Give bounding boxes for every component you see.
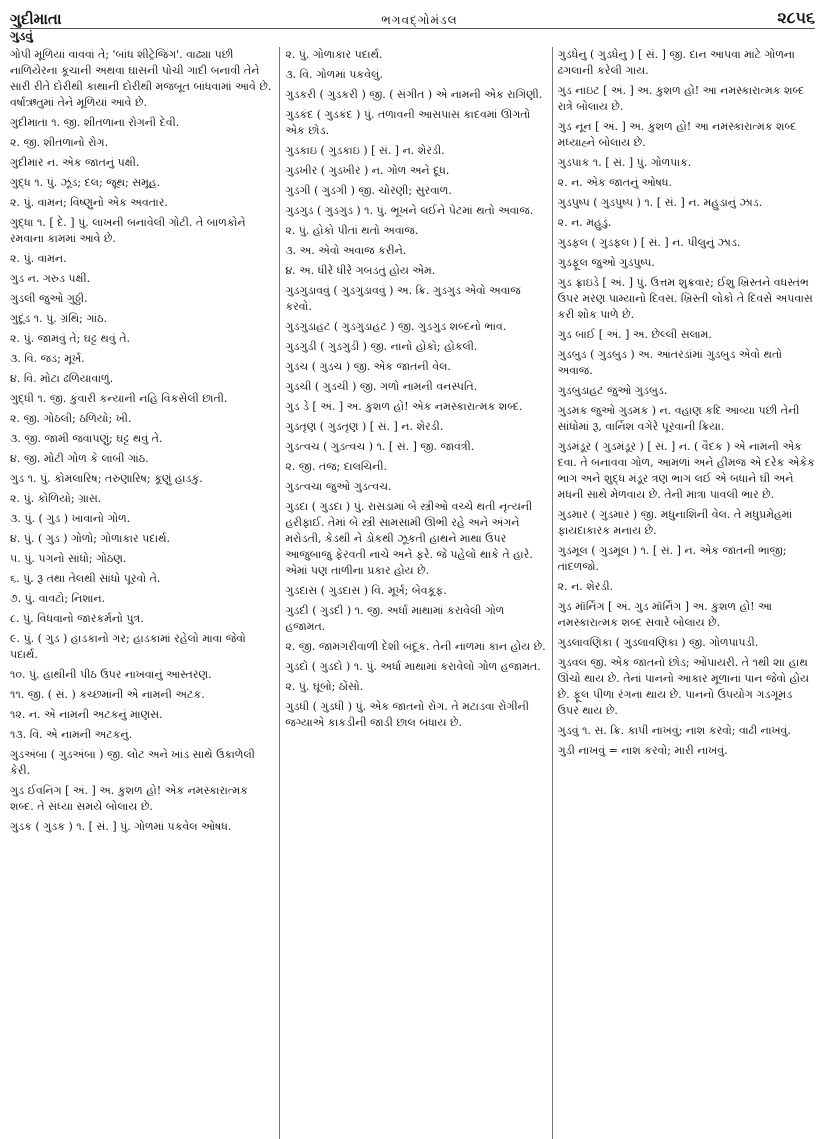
dictionary-entry: ગુદીમાતા ૧. જી. શીતળાના રોગની દેવી. [10,116,180,129]
dictionary-entry: ગુડકરી ( ગુડકરી ) જી. ( સંગીત ) એ નામની એક રાગિણી. [285,88,543,101]
dictionary-entry: ૨. ન. મહુડું. [557,216,612,229]
dictionary-entry: ૩. જી. જામી જવાપણું; ઘટ્ટ થવું તે. [10,432,163,445]
dictionary-entry: ગુડતૃણ ( ગુડતૃણ ) [ સં. ] ન. શેરડી. [285,420,444,433]
dictionary-entry: ૪. અ. ધીરે ધીરે ગબડતું હોય એમ. [285,264,436,277]
dictionary-entry: ગુડવલ જી. એક જાતનો છોડ; ઓંપાયરી. તે ૧થી ૨॥ હાથ ઊંચો થાય છે. તેનાં પાનનો આકાર મૂળાનાં પાન જેવો હોય છે. ફૂલ પીળા રંગના થાય છે. પાનનો ઉપયોગ ગડગૂમડ ઉપર થાય છે. [557,656,810,717]
dictionary-entry: ગુડબુડાહટ જુઓ ગુડબુડ. [557,384,668,397]
dictionary-entry: ૩. અ. એવો અવાજ કરીને. [285,244,407,257]
dictionary-entry: ૮. પું. વિધવાનો જારકર્મનો પુત્ર. [10,612,144,625]
dictionary-entry: ગુડગુડાવવું ( ગુડગુડાવવું ) અ. ક્રિ. ગુડગુડ એવો અવાજ કરવો. [285,284,521,313]
dictionary-entry: ગુડફલ ( ગુડફલ ) [ સં. ] ન. પીલુનું ઝાડ. [557,236,741,249]
dictionary-entry: ગુદીમાર ન. એક જાતનું પક્ષી. [10,156,140,169]
dictionary-entry: ગુડદો ( ગુડદો ) ૧. પું. અર્ધા માથામાં કરાવેલો ગોળ હજામત. [285,660,541,673]
dictionary-entry: ગુડચ ( ગુડચ ) જી. એક જાતની વેલ. [285,360,451,373]
dictionary-entry: ૭. પું. વાવટો; નિશાન. [10,592,106,605]
dictionary-entry: ૧૦. પું. હાથીની પીઠ ઉપર નાખવાનું આસ્તરણ. [10,668,212,681]
dictionary-entry: ૬. પું. રૂ તથા તેલથી સાંધો પૂરવો તે. [10,572,161,585]
dictionary-entry: ગુડ નાઇટ [ અં. ] અ. કુશળ હો! આ નમસ્કારાત્મક શબ્દ રાત્રે બોલાય છે. [557,84,805,113]
dictionary-entry: ગુડ ન. ગરુડ પક્ષી. [10,272,91,285]
dictionary-entry: ગુડ ઈવનિંગ [ અં. ] અ. કુશળ હો! એક નમસ્કારાત્મક શબ્દ. તે સંધ્યા સમયે બોલાય છે. [10,784,248,813]
dictionary-entry: ૪. પું. ( ગુડ ) ગોળો; ગોળાકાર પદાર્થ. [10,532,171,545]
dictionary-entry: ગુડમંડૂર ( ગુડમંડૂર ) [ સં. ] ન. ( વૈદક ) એ નામની એક દવા. તે બનાવવા ગોળ, આમળાં અને હીમજ એ દરેક એકેક ભાગ અને શુદ્ધ મંડૂર ત્રણ ભાગ લઈ એ બધાને ઘી અને મધની સાથે મેળવાય છે. તેની માત્રા પાવલી ભાર છે. [557,440,815,501]
dictionary-entry: ૩. વિ. ગોળમાં પકવેલું. [285,68,383,81]
dictionary-entry: ૨. પું. વામન. [10,252,67,265]
dictionary-entry: ૩. વિ. જડ; મૂર્ખ. [10,352,85,365]
dictionary-entry: ગુડફૂલ જુઓ ગુડપુષ્પ. [557,256,655,269]
dictionary-entry: ગુડધેનુ ( ગુડધેનુ ) [ સં. ] જી. દાન આપવા માટે ગોળના ઢગલાની કરેલી ગાય. [557,48,795,77]
dictionary-entry: ગુદ્ધ ૧. પું. ઝૂંડ; દલ; જૂથ; સમૂહ. [10,176,161,189]
dictionary-entry: ગુડચી ( ગુડચી ) જી. ગળો નામની વનસ્પતિ. [285,380,478,393]
dictionary-entry: ગુડદા ( ગુડદા ) પું. રાસડામાં બે સ્ત્રીઓ વચ્ચે થતી નૃત્યની હરીફાઈ. તેમાં બે સ્ત્રી સામસામી ઊભી રહે અને અંગને મરોડતી, કેડથી ને ડોકથી ઝૂકતી હાથને માથા ઉપર આજુબાજુ ફેરવતી નાચે અને ફરે. જે પહેલો થાકે તે હારે. એમાં પણ તાળીના પ્રકાર હોય છે. [285,500,533,577]
dictionary-entry: ગુડક ( ગુડક ) ૧. [ સં. ] પું. ગોળમાં પકવેલ ઓષધ. [10,820,232,833]
dictionary-entry: ગુડગુડાહટ ( ગુડગુડાહટ ) જી. ગુડગુડ શબ્દનો ભાવ. [285,320,507,333]
dictionary-entry: ૪. વિ. મોટા ઢળિયાવાળું. [10,372,114,385]
page-number: ૨૮૫૬ [777,8,815,27]
dictionary-entry: ગોપી મૂળિયાં વાવવાં તે; 'બાંધ શીટ્રેજિંગ'. વાઢ્યા પછી નાળિયેરના કૂચાની અથવા ઘાસની પોચી ગાદી બનાવી તેને સારી રીતે દોરીથી કાથાની દોરીથી મજબૂત બાંધવામાં આવે છે. વર્ષાઋતુમાં તેને મૂળિયાં આવે છે. [10,48,272,109]
dictionary-entry: ગુડબુડ ( ગુડબુડ ) અ. આંતરડાંમાં ગુડબુડ એવો થતો અવાજ. [557,348,782,377]
dictionary-entry: ૨. જી. જામગરીવાળી દેશી બંદૂક. તેની નાળમાં કાન હોય છે. [285,640,546,653]
dictionary-entry: ગુડમૂલ ( ગુડમૂલ ) ૧. [ સં. ] ન. એક જાતની ભાજી; તાંદળજો. [557,544,787,573]
dictionary-entry: ૧૩. વિ. એ નામની અટકનું. [10,728,133,741]
dictionary-entry: ગુડત્વચ ( ગુડત્વચ ) ૧. [ સં. ] જી. જાવંત્રી. [285,440,475,453]
dictionary-entry: ગુડ ફ્રાઇડે [ અં. ] પું. ઉત્તમ શુક્રવાર; ઈશુ ખ્રિસ્તને વધસ્તંભ ઉપર મરણ પામ્યાનો દિવસ. ખ્રિસ્તી લોકો તે દિવસે અપવાસ કરી શોક પાળે છે. [557,276,813,321]
header-last-word: ગુડવું [10,29,33,43]
column-1 [10,47,279,1139]
dictionary-entry: ૯. પું. ( ગુડ ) હાડકાનો ગર; હાડકામાં રહેલો માવા જેવો પદાર્થ. [10,632,246,661]
dictionary-entry: ૨. ન. શેરડી. [557,580,614,593]
dictionary-entry: ગુડ બાઈ [ અં. ] અ. છેલ્લી સલામ. [557,328,712,341]
dictionary-entry: ગુડ ડે [ અં. ] અ. કુશળ હો! એક નમસ્કારાત્મક શબ્દ. [285,400,523,413]
dictionary-entry: ગુદ્ધી ૧. જી. કુંવારી કન્યાની નહિ વિકસેલી છાતી. [10,392,228,405]
dictionary-entry: ગુડદાસ ( ગુડદાસ ) વિ. મૂર્ખ; બેવકૂફ. [285,584,447,597]
dictionary-entry: ગુડખીર ( ગુડખીર ) ન. ગોળ અને દૂધ. [285,164,450,177]
dictionary-entry: ગુડદી ( ગુડદી ) ૧. જી. અર્ધા માથામાં કરાવેલી ગોળ હજામત. [285,604,505,633]
dictionary-entry: ૨. જી. ગોઠલી; ઠળિયો; ખી. [10,412,132,425]
dictionary-entry: ગુડઅંબા ( ગુડઅંબા ) જી. લોટ અને ખાંડ સાથે ઉકાળેલી કેરી. [10,748,255,777]
header-left [10,10,62,28]
dictionary-entry: ગુડમક જુઓ ગુડમક ) ન. વહાણ કદિ આવ્યા પછી તેની સાંધોમાં રૂ, વાર્નિશ વગેરે પૂરવાની ક્રિયા. [557,404,800,433]
dictionary-entry: ગુડગુડી ( ગુડગુડી ) જી. નાનો હોકો; હોકલી. [285,340,478,353]
dictionary-entry: ૨. ન. એક જાતનું ઓષધ. [557,176,672,189]
dictionary-entry: ૨. પું. ઘૂંબો; ઠોંસો. [285,680,364,693]
dictionary-entry: ગુડલાવણિકા ( ગુડલાવણિકા ) જી. ગોળપાપડી. [557,636,759,649]
dictionary-entry: ગુડપાક ૧. [ સં. ] પું. ગોળપાક. [557,156,692,169]
dictionary-entry: ગુડ નૂન [ અં. ] અ. કુશળ હો! આ નમસ્કારાત્મક શબ્દ મધ્યાહ્ને બોલાય છે. [557,120,797,149]
dictionary-entry: ગુડપુષ્પ ( ગુડપુષ્પ ) ૧. [ સં. ] ન. મહુડાનું ઝાડ. [557,196,763,209]
dictionary-entry: ગુડગી ( ગુડગી ) જી. ચોરણી; સુરવાળ. [285,184,452,197]
dictionary-entry: ૧૧. જી. ( સં. ) કચ્છમાંની એ નામની અટક. [10,688,205,701]
page-header [10,6,815,29]
header-title: ભગવદ્ગોમંડલ [381,13,458,27]
dictionary-entry: ૨. પું. ગોળાકાર પદાર્થ. [285,48,383,61]
dictionary-entry: ૧૨. ન. એ નામની અટકનું માણસ. [10,708,163,721]
dictionary-entry: ગુડકંદ ( ગુડકંદ ) પું. તળાવની આસપાસ કાદવમાં ઊગતો એક છોડ. [285,108,531,137]
dictionary-entry: ગુદ્ધા ૧. [ દે. ] પું. લાખની બનાવેલી ગોટી. તે બાળકોને રમવાના કામમાં આવે છે. [10,216,246,245]
dictionary-entry: ગુદૂંડ ૧. પું. ગ્રંથિ; ગાંઠ. [10,312,108,325]
dictionary-entry: ૫. પું. પગનો સાંધો; ગોઠણ. [10,552,127,565]
dictionary-entry: ગુડકાઇ ( ગુડકાઇ ) [ સં. ] ન. શેરડી. [285,144,445,157]
dictionary-entry: ગુડલી જુઓ ગુઠ્ઠી. [10,292,88,305]
header-first-word: ગુદીમાતા [10,10,62,28]
dictionary-entry: ગુડ ૧. પું. કોમલારિષ; તરુણારિષ; કૂણું હાડકું. [10,472,203,485]
dictionary-entry: ૨. જી. તજ; દાલચિની. [285,460,388,473]
dictionary-entry: ગુડગુડ ( ગુડગુડ ) ૧. પું. ભૂખને લઈને પેટમાં થતો અવાજ. [285,204,534,217]
dictionary-entry: ગુડી નાખવું = નાશ કરવો; મારી નાખવું. [557,744,728,757]
column-3 [553,47,815,1139]
dictionary-entry: ગુડ મૉર્નિંગ [ અં. ગુડ મૉર્નિંગ ] અ. કુશળ હો! આ નમસ્કારાત્મક શબ્દ સવારે બોલાય છે. [557,600,772,629]
dictionary-entry: ગુડવું ૧. સ. ક્રિ. કાપી નાખવું; નાશ કરવો; વાઢી નાખવું. [557,724,791,737]
dictionary-entry: ૪. જી. મોટી ગોળ કે લાંબી ગાંઠ. [10,452,149,465]
dictionary-entry: ૨. પું. કોળિયો; ગ્રાસ. [10,492,102,505]
dictionary-entry: ગુડત્વચા જુઓ ગુડત્વચ. [285,480,392,493]
dictionary-entry: ૨. પું. જામવું તે; ઘટ્ટ થવું તે. [10,332,131,345]
dictionary-entry: ૨. પું. હોકો પીતાં થતો અવાજ. [285,224,419,237]
dictionary-entry: ૨. પું. વામન; વિષ્ણુનો એક અવતાર. [10,196,168,209]
column-2 [280,47,551,1139]
dictionary-entry: ૨. જી. શીતળાનો રોગ. [10,136,109,149]
columns [10,47,815,1139]
dictionary-entry: ગુડમાર ( ગુડમાર ) જી. મધુનાશિની વેલ. તે મધુપ્રમેહમાં ફાયદાકારક મનાય છે. [557,508,793,537]
dictionary-entry: ૩. પું. ( ગુડ ) ખાવાનો ગોળ. [10,512,131,525]
dictionary-entry: ગુડધી ( ગુડધી ) પું. એક જાતનો રોગ. તે મટાડવા રોગીની જગ્યાએ કાકડીની જાડી છાલ બંધાય છે. [285,700,530,729]
